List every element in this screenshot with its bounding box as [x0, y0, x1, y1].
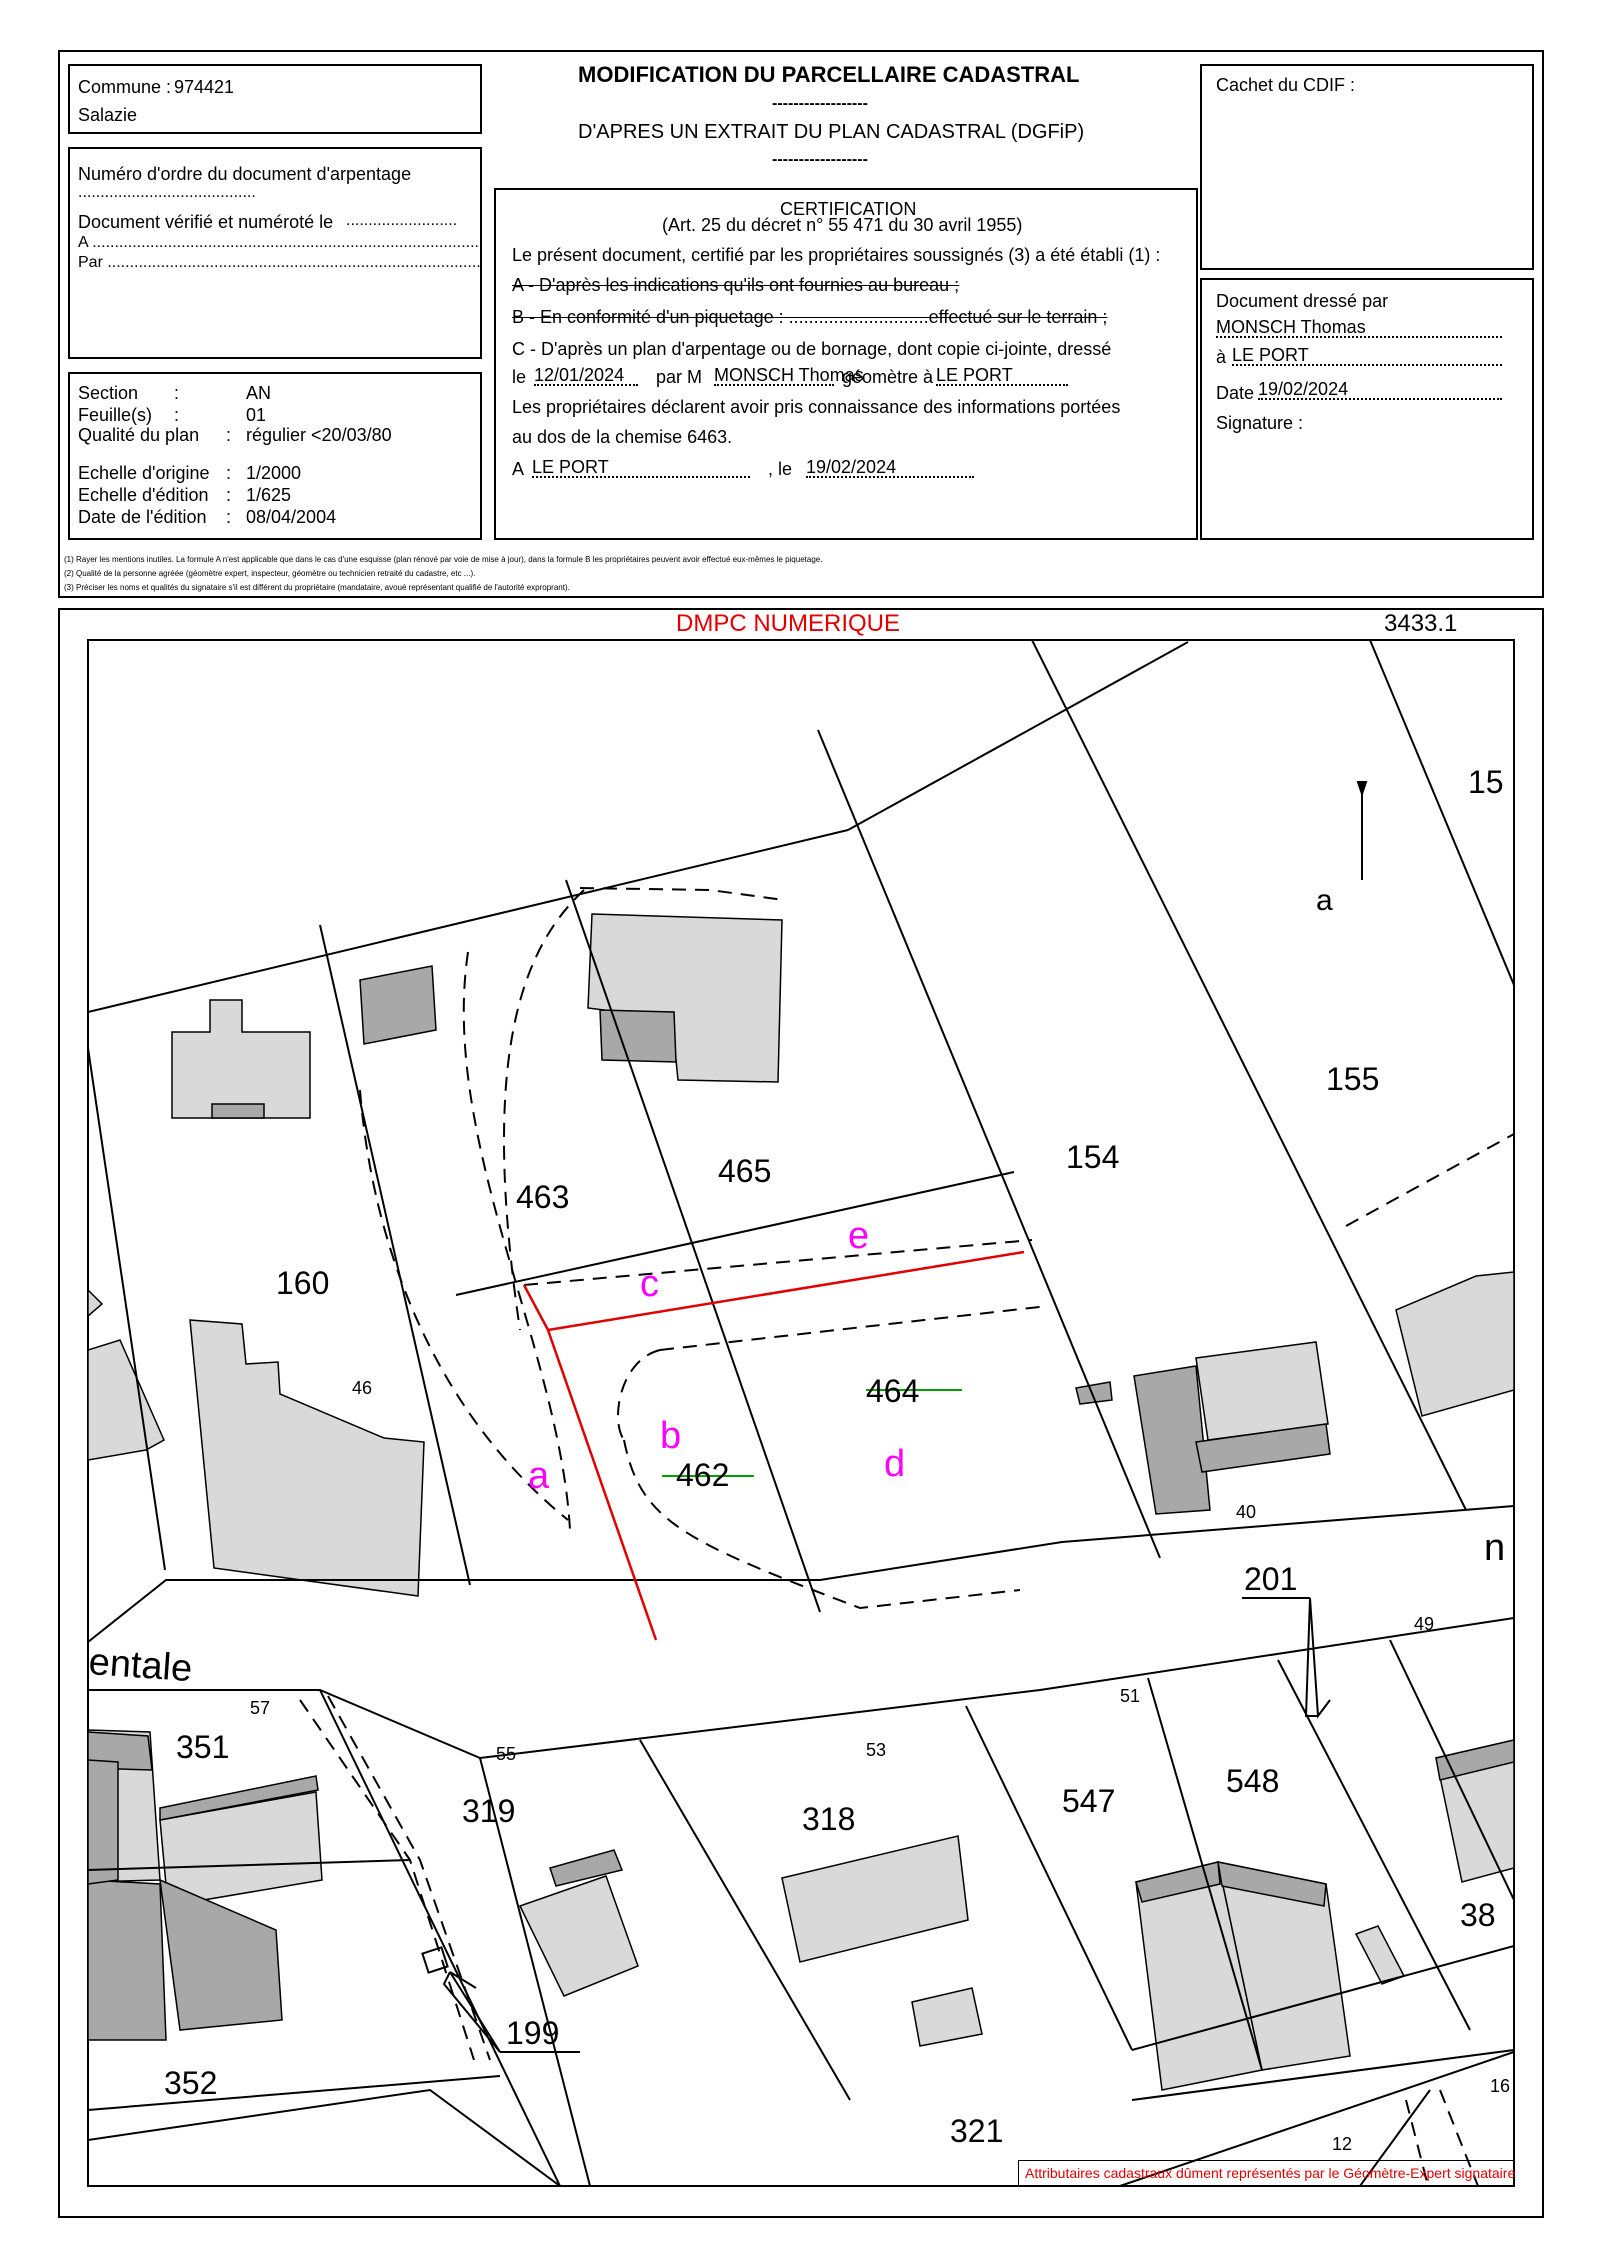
cert-decl2: au dos de la chemise 6463.: [512, 427, 733, 447]
parcel-318: 318: [802, 1801, 856, 1837]
parcel-199: 199: [506, 2015, 560, 2051]
dresse-name: MONSCH Thomas: [1216, 318, 1502, 338]
echelle-edition-label: Echelle d'édition: [78, 485, 209, 505]
attribution-box: [1018, 2160, 1514, 2186]
building: [1396, 1272, 1514, 1416]
cert-b: B - En conformité d'un piquetage : ............................effectué sur le terrain ;: [512, 307, 1108, 327]
note-1: (1) Rayer les mentions inutiles. La formule A n'est applicable que dans le cas d'une esquisse (plan rénové par voie de mise à jour), dans la formule B les propriétaires peuvent avoir effectué eux-mêmes le piquetage.: [64, 555, 823, 564]
date-edition-colon: :: [226, 507, 232, 527]
note-2: (2) Qualité de la personne agréée (géomètre expert, inspecteur, géomètre ou technicien retraité du cadastre, etc ...).: [64, 569, 476, 578]
cert-geometre-a: géomètre à: [842, 367, 934, 387]
numero-dots: ........................................: [78, 184, 256, 201]
parcel-547: 547: [1062, 1783, 1116, 1819]
date-value: 19/02/2024: [1258, 380, 1502, 400]
cert-title: CERTIFICATION: [780, 199, 917, 219]
parcel-154: 154: [1066, 1139, 1120, 1175]
parcel-46: 46: [352, 1378, 373, 1398]
parcel-321: 321: [950, 2113, 1004, 2149]
title-sep2: ------------------: [772, 151, 868, 168]
cert-date: 12/01/2024: [534, 366, 638, 386]
numero-label: Numéro d'ordre du document d'arpentage: [78, 164, 412, 184]
building: [360, 966, 436, 1044]
parcel-line: [848, 642, 1188, 830]
signature-label: Signature :: [1216, 413, 1304, 433]
parcel-462-crossed: 462: [676, 1457, 730, 1493]
building: [212, 1104, 264, 1118]
map-title: DMPC NUMERIQUE: [676, 610, 901, 637]
verifie-label: Document vérifié et numéroté le: [78, 212, 334, 232]
dashed-line: [504, 890, 584, 1330]
building: [912, 1988, 982, 2046]
building: [782, 1836, 968, 1962]
date-edition-label: Date de l'édition: [78, 507, 207, 527]
parcel-line: [88, 2076, 500, 2110]
echelle-origine-colon: :: [226, 463, 232, 483]
lot-labels: [528, 1215, 905, 1497]
building: [88, 1880, 166, 2040]
commune-code: 974421: [174, 77, 235, 97]
cert-a-label: A: [512, 459, 525, 479]
cert-par: par M: [656, 367, 703, 387]
parcel-57: 57: [250, 1698, 271, 1718]
parcel-55: 55: [496, 1744, 517, 1764]
dresse-lieu: LE PORT: [1232, 346, 1502, 366]
lot-c: c: [640, 1263, 659, 1305]
qualite-label: Qualité du plan: [78, 425, 200, 445]
parcel-line: [1370, 640, 1514, 985]
title-line2: D'APRES UN EXTRAIT DU PLAN CADASTRAL (DGFiP): [578, 121, 1085, 143]
parcel-line: [966, 1706, 1132, 2050]
cert-a-lieu: LE PORT: [532, 458, 750, 478]
building: [1196, 1342, 1328, 1440]
parcel-464-crossed: 464: [866, 1373, 920, 1409]
feuille-value: 01: [246, 405, 267, 425]
division-lines: [524, 1252, 1024, 1640]
echelle-origine-label: Echelle d'origine: [78, 463, 210, 483]
cert-le: le: [512, 367, 527, 387]
building: [520, 1876, 638, 1996]
dresse-a: à: [1216, 347, 1227, 367]
building: [1134, 1366, 1210, 1514]
cert-a: A - D'après les indications qu'ils ont fournies au bureau ;: [512, 275, 960, 295]
parcel-548: 548: [1226, 1763, 1280, 1799]
note-3: (3) Préciser les noms et qualités du signataire s'il est différent du propriétaire (mandataire, avoué représentant qualifié de l'autorité exproprant).: [64, 583, 570, 592]
verifie-dots: .........................: [346, 212, 458, 229]
title-sep: ------------------: [772, 95, 868, 112]
cert-subtitle: (Art. 25 du décret n° 55 471 du 30 avril 1955): [662, 215, 1023, 235]
building: [550, 1850, 622, 1886]
map-ref: 3433.1: [1384, 610, 1458, 637]
feuille-colon: :: [174, 405, 180, 425]
parcel-line: [320, 1690, 560, 2186]
cert-lieu: LE PORT: [936, 366, 1068, 386]
commune-name: Salazie: [78, 105, 138, 125]
echelle-origine-value: 1/2000: [246, 463, 302, 483]
dashed-line: [618, 1350, 660, 1440]
date-edition-value: 08/04/2004: [246, 507, 337, 527]
section-label: Section: [78, 383, 139, 403]
lot-d: d: [884, 1443, 906, 1485]
parcel-352: 352: [164, 2065, 218, 2101]
dashed-line: [660, 1306, 1048, 1350]
parcel-51: 51: [1120, 1686, 1141, 1706]
echelle-edition-colon: :: [226, 485, 232, 505]
parcel-12: 12: [1332, 2134, 1353, 2154]
parcel-38: 38: [1460, 1897, 1496, 1933]
par-line: Par ....................................................................................: [78, 254, 481, 271]
parcel-351: 351: [176, 1729, 230, 1765]
parcel-line: [88, 1048, 165, 1570]
parcel-160: 160: [276, 1265, 330, 1301]
cert-c: C - D'après un plan d'arpentage ou de bornage, dont copie ci-jointe, dressé: [512, 339, 1112, 359]
dashed-line: [328, 1696, 490, 2060]
date-label: Date: [1216, 383, 1255, 403]
title-line1: MODIFICATION DU PARCELLAIRE CADASTRAL: [578, 62, 1080, 87]
dashed-line: [300, 1700, 474, 2060]
north-label: a: [1316, 884, 1333, 917]
parcel-49: 49: [1414, 1614, 1435, 1634]
building: [88, 1340, 164, 1460]
parcel-463: 463: [516, 1179, 570, 1215]
building: [88, 1760, 118, 1884]
parcel-16: 16: [1490, 2076, 1511, 2096]
dresse-label: Document dressé par: [1216, 291, 1389, 311]
section-colon: :: [174, 383, 180, 403]
qualite-colon: :: [226, 425, 232, 445]
qualite-value: régulier <20/03/80: [246, 425, 392, 445]
lot-a: a: [528, 1455, 550, 1497]
cert-decl1: Les propriétaires déclarent avoir pris connaissance des informations portées: [512, 397, 1121, 417]
buildings-light: [88, 914, 1514, 2090]
feuille-label: Feuille(s): [78, 405, 153, 425]
attribution-text: Attributaires cadastraux dûment représentés par le Géomètre-Expert signataire: [1025, 2165, 1516, 2181]
building: [1356, 1926, 1404, 1984]
a-line: A ........................................................................................: [78, 234, 484, 251]
label-199-leader: [450, 1972, 500, 2052]
building: [88, 1290, 102, 1316]
parcel-465: 465: [718, 1153, 772, 1189]
commune-label: Commune :: [78, 77, 172, 97]
building: [600, 1010, 676, 1062]
label-201-leader: [1310, 1598, 1330, 1716]
parcel-201: 201: [1244, 1561, 1298, 1597]
parcel-40: 40: [1236, 1502, 1257, 1522]
parcel-15: 15: [1468, 764, 1504, 800]
dashed-line: [580, 888, 784, 900]
cert-le2: , le: [768, 459, 793, 479]
echelle-edition-value: 1/625: [246, 485, 292, 505]
parcel-53: 53: [866, 1740, 887, 1760]
cert-date2: 19/02/2024: [806, 458, 974, 478]
dashed-line: [464, 952, 570, 1530]
road-edge: [88, 1618, 1514, 1758]
building: [160, 1880, 282, 2030]
parcel-155: 155: [1326, 1061, 1380, 1097]
section-value: AN: [246, 383, 272, 403]
road-label-right: n: [1484, 1527, 1506, 1569]
dashed-line: [1346, 1134, 1514, 1226]
lot-b: b: [660, 1415, 682, 1457]
cert-geometre: MONSCH Thomas: [714, 365, 864, 385]
cert-intro: Le présent document, certifié par les propriétaires soussignés (3) a été établi (1) :: [512, 245, 1161, 265]
parcel-319: 319: [462, 1793, 516, 1829]
cachet-label: Cachet du CDIF :: [1216, 75, 1356, 95]
building: [190, 1320, 424, 1596]
north-arrow-head: [1358, 782, 1366, 794]
road-label: entale: [87, 1641, 194, 1691]
building: [172, 1000, 310, 1118]
lot-e: e: [848, 1215, 870, 1257]
